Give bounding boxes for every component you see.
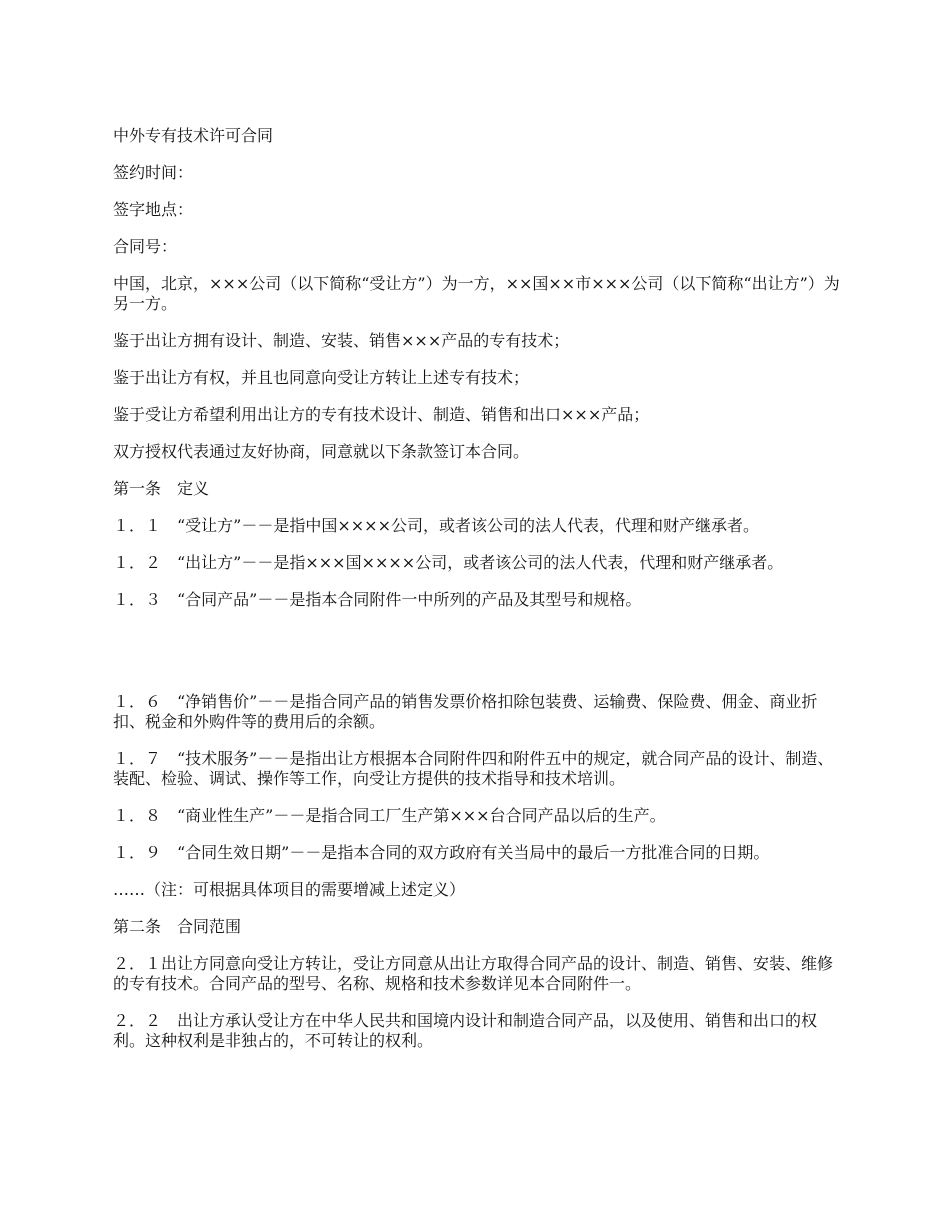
article-2-heading: 第二条 合同范围 <box>113 917 242 936</box>
blank-gap <box>113 627 841 692</box>
recital-4: 双方授权代表通过友好协商，同意就以下条款签订本合同。 <box>113 442 530 461</box>
clause-1-7: １．７ “技术服务”－－是指出让方根据本合同附件四和附件五中的规定，就合同产品的设计、制造、装配、检验、调试、操作等工作，向受让方提供的技术指导和技术培训。 <box>113 749 834 788</box>
article-1-heading: 第一条 定义 <box>113 479 210 498</box>
recital-3: 鉴于受让方希望利用出让方的专有技术设计、制造、销售和出口×××产品； <box>113 405 650 424</box>
clause-2-2: ２．２ 出让方承认受让方在中华人民共和国境内设计和制造合同产品，以及使用、销售和出口的权利。这种权利是非独占的，不可转让的权利。 <box>113 1011 818 1050</box>
signing-place: 签字地点： <box>113 200 194 219</box>
definitions-note: ……（注：可根据具体项目的需要增减上述定义） <box>113 880 466 899</box>
contract-number: 合同号： <box>113 237 178 256</box>
clause-2-1: ２．１出让方同意向受让方转让，受让方同意从出让方取得合同产品的设计、制造、销售、安装、维修的专有技术。合同产品的型号、名称、规格和技术参数详见本合同附件一。 <box>113 954 834 993</box>
parties-paragraph: 中国，北京，×××公司（以下简称“受让方”）为一方，××国××市×××公司（以下简称“出让方”）为另一方。 <box>113 274 840 313</box>
recital-1: 鉴于出让方拥有设计、制造、安装、销售×××产品的专有技术； <box>113 331 570 350</box>
clause-1-3: １．３ “合同产品”－－是指本合同附件一中所列的产品及其型号和规格。 <box>113 590 642 609</box>
clause-1-8: １．８ “商业性生产”－－是指合同工厂生产第×××台合同产品以后的生产。 <box>113 806 666 825</box>
signing-time: 签约时间： <box>113 163 194 182</box>
document-page <box>113 126 841 1068</box>
recital-2: 鉴于出让方有权，并且也同意向受让方转让上述专有技术； <box>113 368 530 387</box>
clause-1-9: １．９ “合同生效日期”－－是指本合同的双方政府有关当局中的最后一方批准合同的日期。 <box>113 843 770 862</box>
clause-1-1: １．１ “受让方”－－是指中国××××公司，或者该公司的法人代表，代理和财产继承者。 <box>113 516 759 535</box>
clause-1-6: １．６ “净销售价”－－是指合同产品的销售发票价格扣除包装费、运输费、保险费、佣金、商业折扣、税金和外购件等的费用后的余额。 <box>113 692 818 731</box>
clause-1-2: １．２ “出让方”－－是指×××国××××公司，或者该公司的法人代表，代理和财产继承者。 <box>113 553 784 572</box>
document-title: 中外专有技术许可合同 <box>113 126 274 145</box>
